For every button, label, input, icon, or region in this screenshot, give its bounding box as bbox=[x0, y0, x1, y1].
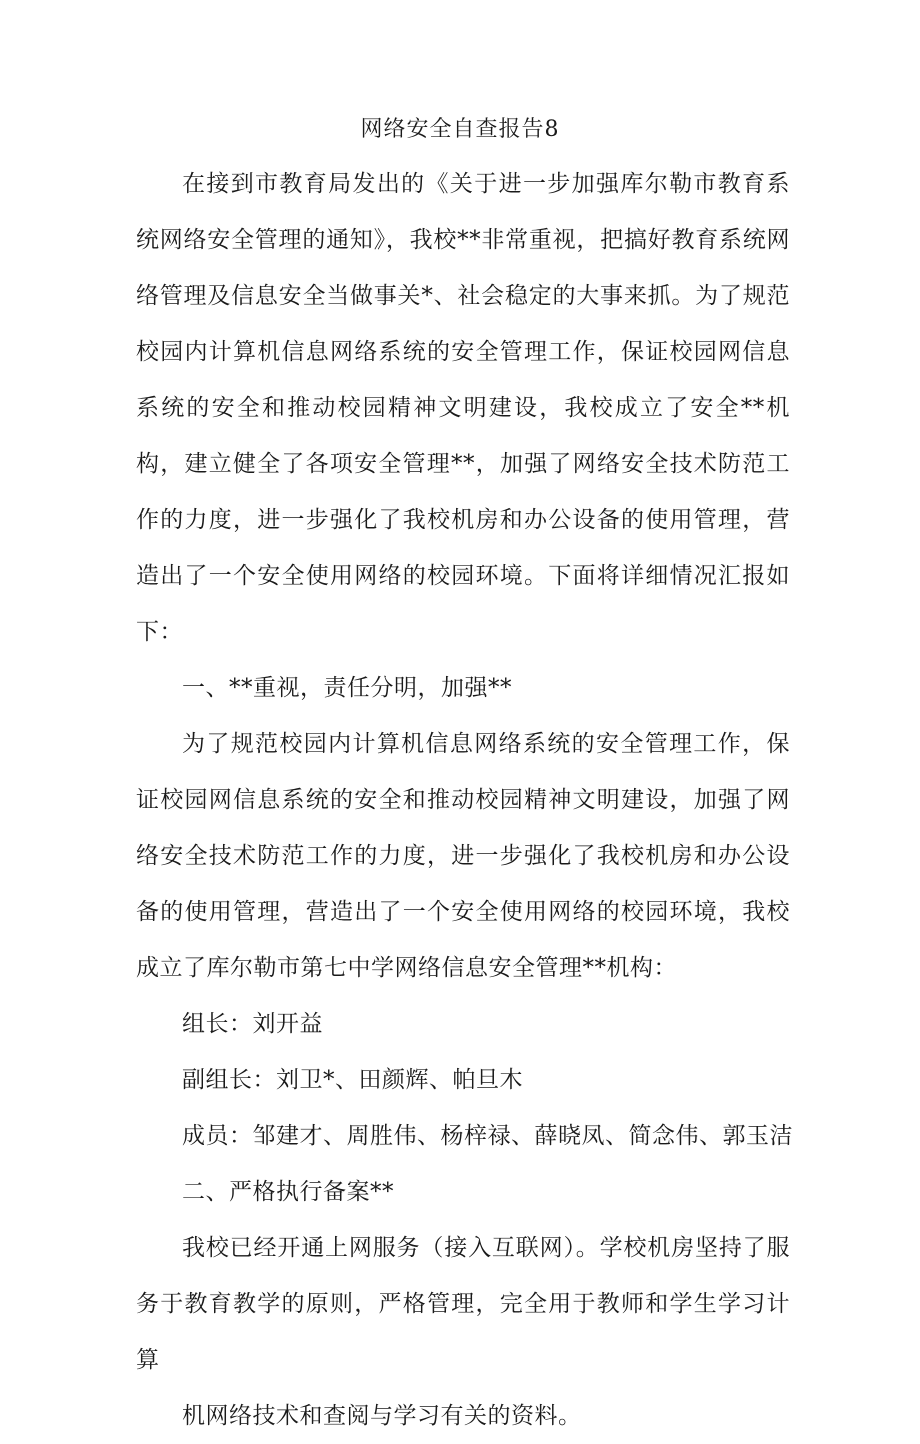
intro-paragraph: 在接到市教育局发出的《关于进一步加强库尔勒市教育系统网络安全管理的通知》，我校**非常重视，把搞好教育系统网络管理及信息安全当做事关*、社会稳定的大事来抓。为了规范校园内计算机信息网络系统的安全管理工作，保证校园网信息系统的安全和推动校园精神文明建设，我校成立了安全**机构，建立健全了各项安全管理**，加强了网络安全技术防范工作的力度，进一步强化了我校机房和办公设备的使用管理，营造出了一个安全使用网络的校园环境。下面将详细情况汇报如下： bbox=[136, 171, 790, 645]
section-2-paragraph-tail: 机网络技术和查阅与学习有关的资料。 bbox=[182, 1403, 582, 1429]
section-2-heading: 二、严格执行备案** bbox=[182, 1179, 394, 1205]
deputy-names: 刘卫*、田颜辉、帕旦木 bbox=[276, 1067, 523, 1093]
deputy-label: 副组长： bbox=[182, 1067, 276, 1093]
deputy-line bbox=[136, 1052, 790, 1108]
section-1-heading: 一、**重视，责任分明，加强** bbox=[182, 675, 512, 701]
document-title: 网络安全自查报告8 bbox=[360, 117, 560, 142]
members-label: 成员： bbox=[182, 1123, 253, 1149]
leader-label: 组长： bbox=[182, 1011, 253, 1037]
document-body bbox=[136, 156, 793, 1444]
leader-line bbox=[136, 996, 790, 1052]
leader-name: 刘开益 bbox=[252, 1011, 323, 1037]
section-2-paragraph: 我校已经开通上网服务（接入互联网）。学校机房坚持了服务于教育教学的原则，严格管理，完全用于教师和学生学习计算 bbox=[136, 1235, 790, 1373]
section-1-paragraph: 为了规范校园内计算机信息网络系统的安全管理工作，保证校园网信息系统的安全和推动校园精神文明建设，加强了网络安全技术防范工作的力度，进一步强化了我校机房和办公设备的使用管理，营造出了一个安全使用网络的校园环境，我校成立了库尔勒市第七中学网络信息安全管理**机构： bbox=[136, 731, 790, 981]
members-line bbox=[136, 1108, 793, 1164]
member-names: 邹建才、周胜伟、杨梓禄、薛晓凤、简念伟、郭玉洁 bbox=[252, 1123, 793, 1149]
